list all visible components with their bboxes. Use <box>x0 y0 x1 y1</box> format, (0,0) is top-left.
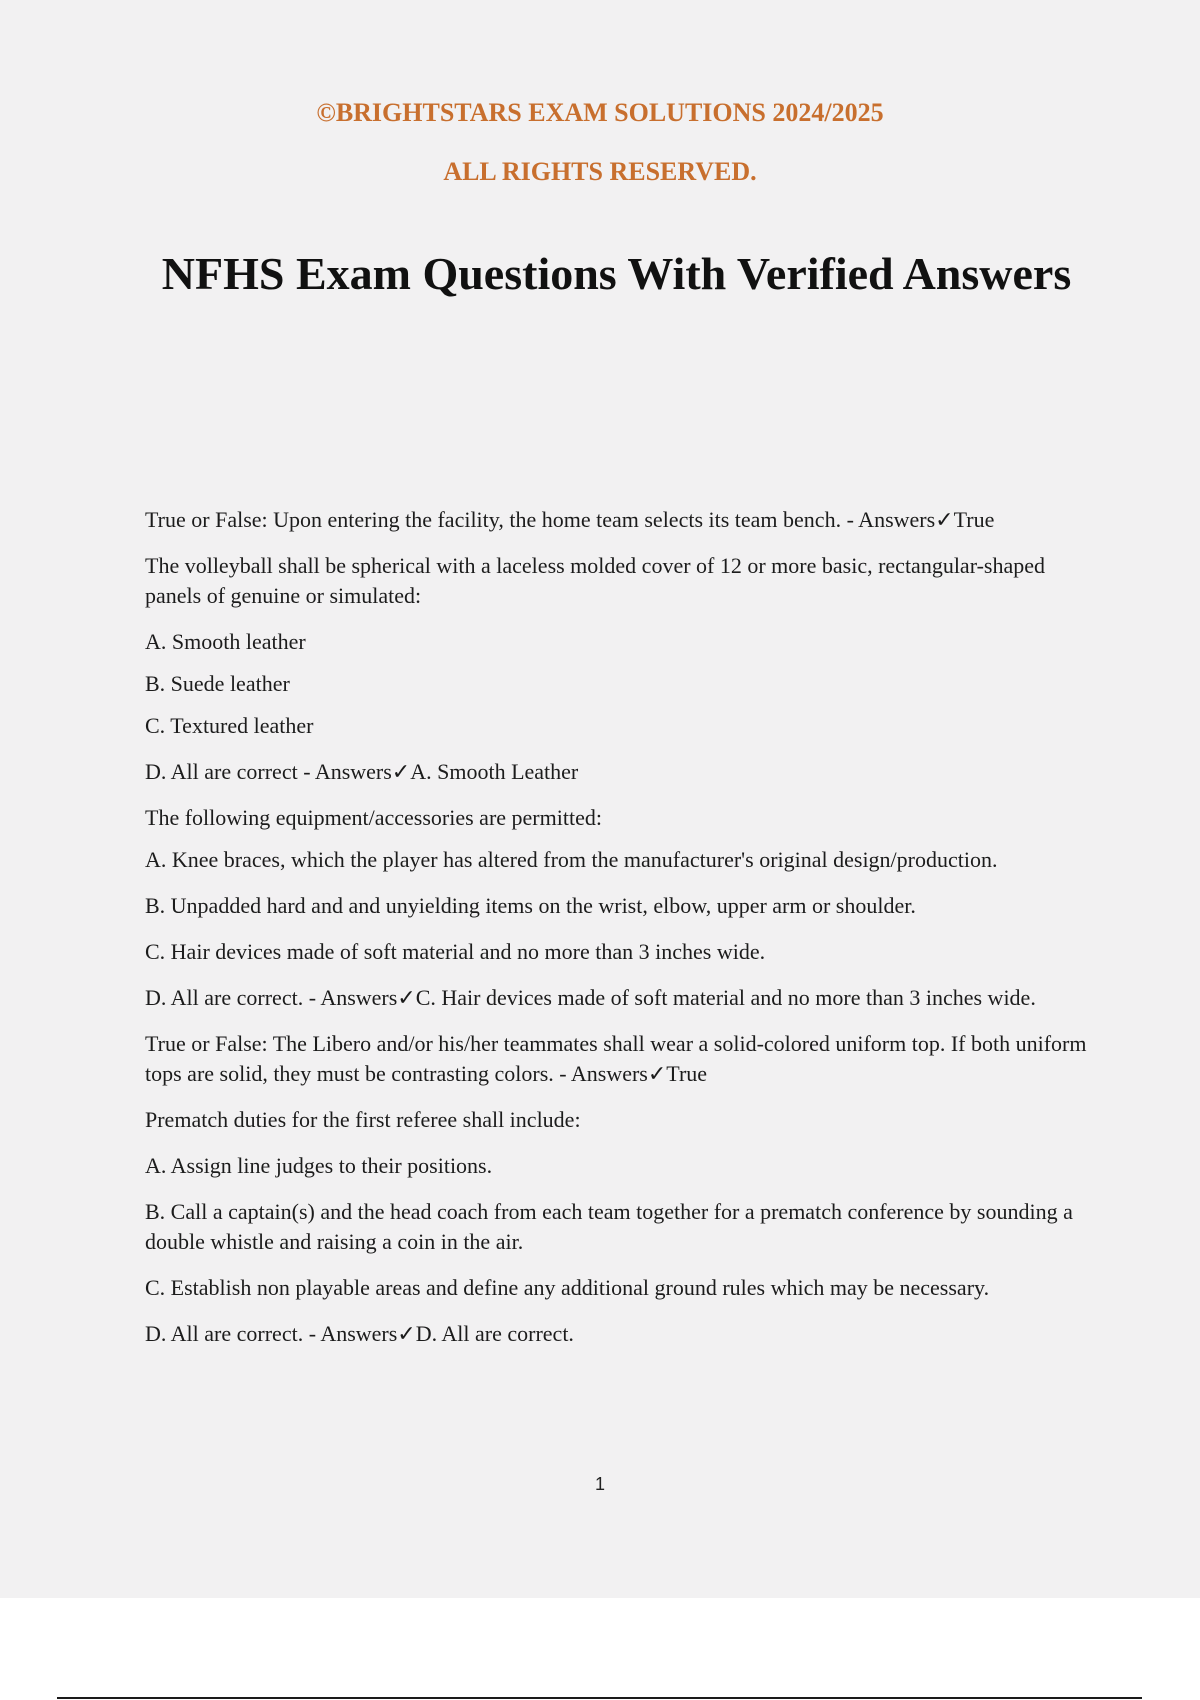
answer-option: D. All are correct - Answers✓A. Smooth Leather <box>145 759 579 784</box>
copyright-header: ©BRIGHTSTARS EXAM SOLUTIONS 2024/2025 <box>316 98 884 127</box>
answer-option: D. All are correct. - Answers✓C. Hair devices made of soft material and no more than 3 inches wide. <box>145 985 1036 1010</box>
question-paragraph: Prematch duties for the first referee shall include: <box>145 1107 581 1132</box>
document-title: NFHS Exam Questions With Verified Answers <box>161 248 1072 299</box>
answer-option: C. Hair devices made of soft material and no more than 3 inches wide. <box>145 939 766 964</box>
answer-option: A. Smooth leather <box>145 629 306 654</box>
answer-option: D. All are correct. - Answers✓D. All are correct. <box>145 1321 574 1346</box>
rights-reserved-header: ALL RIGHTS RESERVED. <box>443 157 757 186</box>
answer-option: B. Call a captain(s) and the head coach from each team together for a prematch conference by sounding a double whistle and raising a coin in the air. <box>145 1199 1073 1254</box>
page-number: 1 <box>594 1474 605 1494</box>
answer-option: A. Assign line judges to their positions. <box>145 1153 493 1178</box>
question-paragraph: The volleyball shall be spherical with a laceless molded cover of 12 or more basic, rectangular-shaped panels of genuine or simulated: <box>145 553 1046 608</box>
answer-option: B. Unpadded hard and and unyielding items on the wrist, elbow, upper arm or shoulder. <box>145 893 916 918</box>
answer-option: C. Establish non playable areas and define any additional ground rules which may be necessary. <box>145 1275 990 1300</box>
question-paragraph: True or False: Upon entering the facility, the home team selects its team bench. - Answers✓True <box>145 507 995 532</box>
answer-option: B. Suede leather <box>145 671 290 696</box>
answer-option: A. Knee braces, which the player has altered from the manufacturer's original design/production. <box>145 847 998 872</box>
footer-divider <box>57 1697 1142 1699</box>
question-paragraph: The following equipment/accessories are permitted: <box>145 805 602 830</box>
answer-option: C. Textured leather <box>145 713 314 738</box>
question-paragraph: True or False: The Libero and/or his/her teammates shall wear a solid-colored uniform top. If both uniform tops are solid, they must be contrasting colors. - Answers✓True <box>145 1031 1087 1086</box>
document-body <box>145 505 1090 1365</box>
